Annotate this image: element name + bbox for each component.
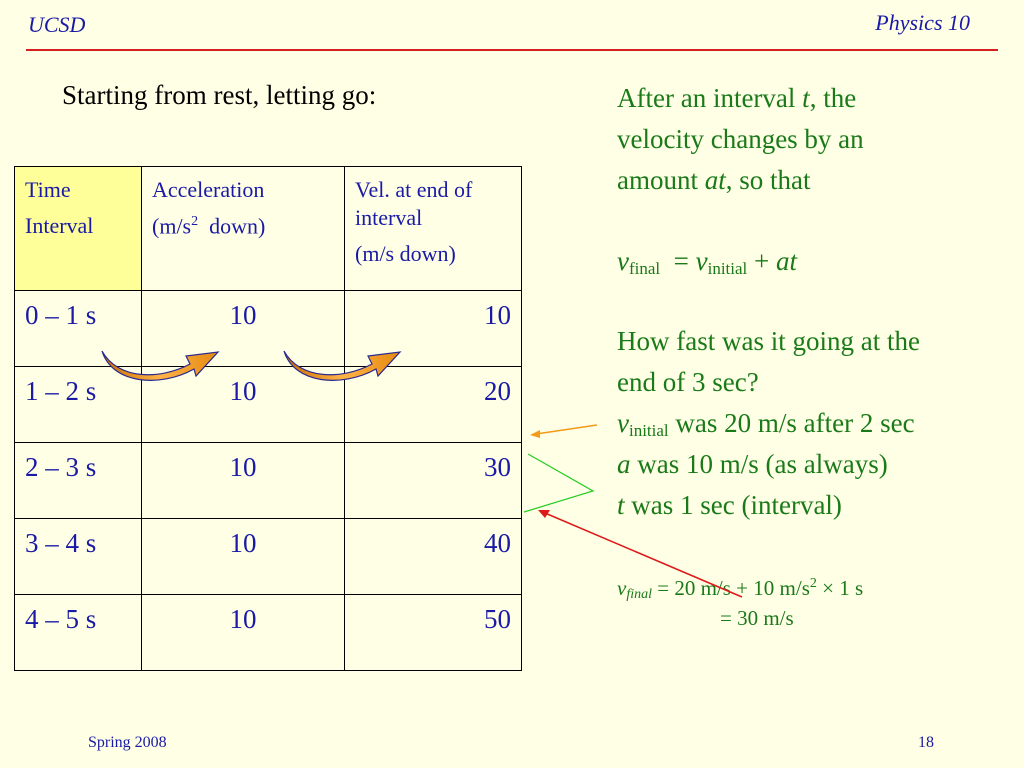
red-pointer-arrow-icon: [538, 510, 742, 597]
calculation-line-1: $v_{final} = 20$ m/s + 10 $m/s^2 \times 1$ s: [617, 576, 864, 602]
explanation-line-1: After an interval t, the: [617, 83, 857, 113]
orange-pointer-arrow-icon: [530, 425, 597, 438]
cell-vel: 30: [345, 443, 522, 519]
green-bracket-icon: [524, 454, 593, 512]
velocity-equation: $v_{final} = v_{initial}$ + at: [617, 246, 798, 278]
given-interval: t was 1 sec (interval): [617, 490, 842, 520]
cell-interval: 4 – 5 s: [15, 595, 142, 671]
curved-arrow-icon: [284, 351, 400, 380]
cell-interval: 3 – 4 s: [15, 519, 142, 595]
footer-date: Spring 2008: [88, 734, 167, 751]
header-right-title: Physics 10: [875, 10, 970, 35]
cell-vel: 10: [345, 291, 522, 367]
cell-accel: 10: [142, 595, 345, 671]
cell-interval: 2 – 3 s: [15, 443, 142, 519]
calculation-line-2: = 30 m/s: [720, 606, 794, 630]
cell-accel: 10: [142, 443, 345, 519]
question-line-2: end of 3 sec?: [617, 367, 759, 397]
cell-interval: 1 – 2 s: [15, 367, 142, 443]
explanation-line-2: velocity changes by an: [617, 124, 864, 154]
cell-accel: 10: [142, 519, 345, 595]
explanation-line-3: amount at, so that: [617, 165, 811, 195]
header-time-interval: Time Interval: [15, 167, 142, 291]
curved-arrow-icon: [102, 351, 218, 380]
intro-text: Starting from rest, letting go:: [62, 80, 377, 110]
header-left-title: UCSD: [28, 12, 86, 37]
question-line-1: How fast was it going at the: [617, 326, 920, 356]
given-acceleration: a was 10 m/s (as always): [617, 449, 888, 479]
header-velocity: Vel. at end of interval (m/s down): [345, 167, 522, 291]
cell-vel: 50: [345, 595, 522, 671]
cell-interval: 0 – 1 s: [15, 291, 142, 367]
cell-accel: 10: [142, 291, 345, 367]
cell-vel: 20: [345, 367, 522, 443]
slide-number: 18: [918, 734, 934, 751]
cell-accel: 10: [142, 367, 345, 443]
cell-vel: 40: [345, 519, 522, 595]
given-initial-velocity: $v_{initial}$ was 20 m/s after 2 sec: [617, 408, 915, 440]
header-acceleration: Acceleration ($m/s^2$ down): [142, 167, 345, 291]
